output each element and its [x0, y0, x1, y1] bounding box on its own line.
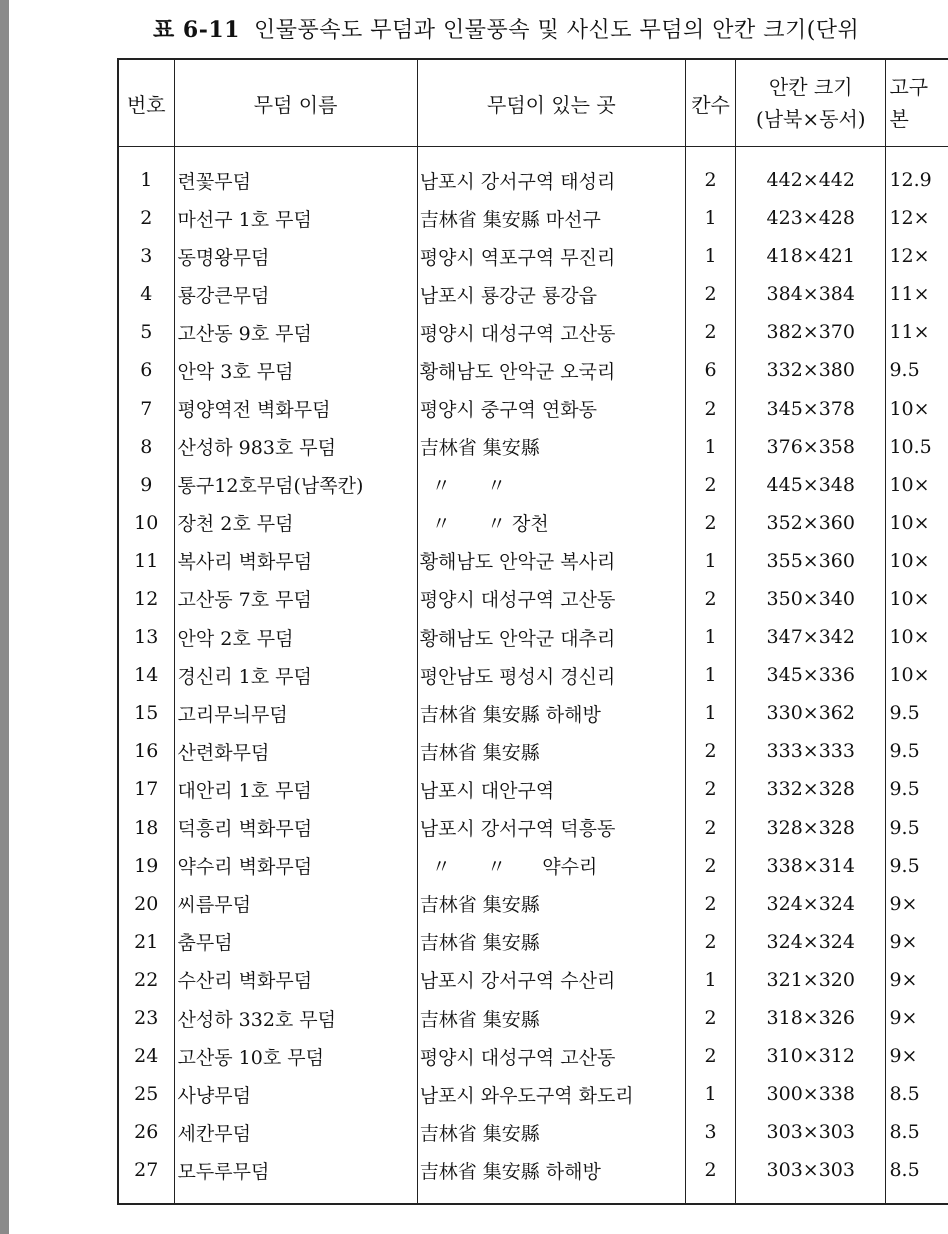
tomb-name: 모두루무덤	[174, 1151, 417, 1204]
header-gf-line2: 본	[889, 107, 909, 131]
row-number: 17	[118, 770, 174, 808]
tomb-name: 통구12호무덤(남쪽칸)	[174, 466, 417, 504]
header-rooms: 칸수	[686, 59, 736, 147]
goguryeo-unit-size: 10.5	[886, 428, 948, 466]
chamber-size: 347×342	[736, 618, 886, 656]
chamber-size: 345×336	[736, 656, 886, 694]
room-count: 1	[686, 961, 736, 999]
tomb-name: 안악 2호 무덤	[174, 618, 417, 656]
chamber-size: 310×312	[736, 1037, 886, 1075]
tomb-location: 황해남도 안악군 복사리	[417, 542, 685, 580]
tomb-location: 〃 〃 약수리	[417, 847, 685, 885]
goguryeo-unit-size: 9.5	[886, 694, 948, 732]
room-count: 1	[686, 428, 736, 466]
table-row	[118, 694, 948, 732]
header-no: 번호	[118, 59, 174, 147]
table-caption	[153, 14, 948, 47]
chamber-size: 442×442	[736, 147, 886, 200]
header-location: 무덤이 있는 곳	[417, 59, 685, 147]
tomb-name: 룡강큰무덤	[174, 275, 417, 313]
chamber-size: 345×378	[736, 389, 886, 427]
tomb-location: 〃 〃 장천	[417, 504, 685, 542]
chamber-size: 350×340	[736, 580, 886, 618]
row-number: 7	[118, 389, 174, 427]
goguryeo-unit-size: 8.5	[886, 1151, 948, 1204]
tomb-location: 남포시 강서구역 태성리	[417, 147, 685, 200]
chamber-size: 352×360	[736, 504, 886, 542]
tomb-location: 吉林省 集安縣 마선구	[417, 199, 685, 237]
tomb-name: 산성하 332호 무덤	[174, 999, 417, 1037]
room-count: 2	[686, 809, 736, 847]
row-number: 26	[118, 1113, 174, 1151]
table-row	[118, 770, 948, 808]
tomb-location: 남포시 대안구역	[417, 770, 685, 808]
goguryeo-unit-size: 9×	[886, 999, 948, 1037]
goguryeo-unit-size: 10×	[886, 580, 948, 618]
table-row	[118, 466, 948, 504]
room-count: 2	[686, 580, 736, 618]
tomb-location: 吉林省 集安縣	[417, 923, 685, 961]
header-size-line2: (남북×동서)	[755, 107, 866, 131]
table-row	[118, 504, 948, 542]
table-row	[118, 618, 948, 656]
row-number: 9	[118, 466, 174, 504]
goguryeo-unit-size: 9×	[886, 923, 948, 961]
tomb-name: 씨름무덤	[174, 885, 417, 923]
row-number: 14	[118, 656, 174, 694]
table-row	[118, 275, 948, 313]
row-number: 18	[118, 809, 174, 847]
tomb-location: 吉林省 集安縣 하해방	[417, 694, 685, 732]
chamber-size: 423×428	[736, 199, 886, 237]
table-row	[118, 885, 948, 923]
goguryeo-unit-size: 9.5	[886, 809, 948, 847]
tomb-location: 평양시 역포구역 무진리	[417, 237, 685, 275]
goguryeo-unit-size: 9.5	[886, 847, 948, 885]
room-count: 2	[686, 732, 736, 770]
chamber-size: 445×348	[736, 466, 886, 504]
chamber-size: 384×384	[736, 275, 886, 313]
tomb-location: 남포시 와우도구역 화도리	[417, 1075, 685, 1113]
room-count: 2	[686, 923, 736, 961]
row-number: 24	[118, 1037, 174, 1075]
chamber-size: 321×320	[736, 961, 886, 999]
goguryeo-unit-size: 12×	[886, 237, 948, 275]
room-count: 6	[686, 351, 736, 389]
tomb-name: 약수리 벽화무덤	[174, 847, 417, 885]
goguryeo-unit-size: 12.9	[886, 147, 948, 200]
tomb-name: 고산동 10호 무덤	[174, 1037, 417, 1075]
table-row	[118, 809, 948, 847]
tomb-name: 산련화무덤	[174, 732, 417, 770]
tomb-name: 장천 2호 무덤	[174, 504, 417, 542]
row-number: 5	[118, 313, 174, 351]
table-row	[118, 428, 948, 466]
tomb-size-table	[117, 58, 948, 1205]
goguryeo-unit-size: 8.5	[886, 1113, 948, 1151]
goguryeo-unit-size: 10×	[886, 389, 948, 427]
table-row	[118, 389, 948, 427]
row-number: 12	[118, 580, 174, 618]
goguryeo-unit-size: 8.5	[886, 1075, 948, 1113]
chamber-size: 382×370	[736, 313, 886, 351]
goguryeo-unit-size: 10×	[886, 504, 948, 542]
goguryeo-unit-size: 10×	[886, 542, 948, 580]
table-row	[118, 656, 948, 694]
tomb-name: 산성하 983호 무덤	[174, 428, 417, 466]
table-row	[118, 313, 948, 351]
tomb-name: 고산동 7호 무덤	[174, 580, 417, 618]
row-number: 10	[118, 504, 174, 542]
goguryeo-unit-size: 11×	[886, 313, 948, 351]
tomb-location: 吉林省 集安縣	[417, 885, 685, 923]
room-count: 2	[686, 275, 736, 313]
tomb-name: 사냥무덤	[174, 1075, 417, 1113]
tomb-location: 평양시 대성구역 고산동	[417, 313, 685, 351]
tomb-location: 남포시 룡강군 룡강읍	[417, 275, 685, 313]
table-row	[118, 351, 948, 389]
table-row	[118, 147, 948, 200]
table-header-row	[118, 59, 948, 147]
table-body	[118, 147, 948, 1205]
tomb-name: 평양역전 벽화무덤	[174, 389, 417, 427]
tomb-name: 세칸무덤	[174, 1113, 417, 1151]
table-row	[118, 237, 948, 275]
row-number: 3	[118, 237, 174, 275]
table-row	[118, 1113, 948, 1151]
tomb-name: 수산리 벽화무덤	[174, 961, 417, 999]
chamber-size: 376×358	[736, 428, 886, 466]
goguryeo-unit-size: 9×	[886, 961, 948, 999]
tomb-location: 남포시 강서구역 덕흥동	[417, 809, 685, 847]
row-number: 23	[118, 999, 174, 1037]
table-row	[118, 580, 948, 618]
tomb-name: 경신리 1호 무덤	[174, 656, 417, 694]
table-title: 인물풍속도 무덤과 인물풍속 및 사신도 무덤의 안칸 크기(단위	[253, 18, 860, 43]
tomb-location: 황해남도 안악군 대추리	[417, 618, 685, 656]
room-count: 2	[686, 504, 736, 542]
row-number: 15	[118, 694, 174, 732]
chamber-size: 355×360	[736, 542, 886, 580]
goguryeo-unit-size: 11×	[886, 275, 948, 313]
tomb-name: 마선구 1호 무덤	[174, 199, 417, 237]
tomb-location: 吉林省 集安縣	[417, 1113, 685, 1151]
goguryeo-unit-size: 10×	[886, 466, 948, 504]
scan-edge-strip	[0, 0, 9, 1234]
tomb-name: 대안리 1호 무덤	[174, 770, 417, 808]
chamber-size: 333×333	[736, 732, 886, 770]
tomb-location: 吉林省 集安縣	[417, 999, 685, 1037]
row-number: 2	[118, 199, 174, 237]
tomb-location: 평양시 대성구역 고산동	[417, 580, 685, 618]
row-number: 13	[118, 618, 174, 656]
table-row	[118, 1075, 948, 1113]
tomb-location: 吉林省 集安縣	[417, 428, 685, 466]
tomb-location: 평양시 중구역 연화동	[417, 389, 685, 427]
tomb-name: 복사리 벽화무덤	[174, 542, 417, 580]
goguryeo-unit-size: 9.5	[886, 351, 948, 389]
table-row	[118, 923, 948, 961]
chamber-size: 324×324	[736, 885, 886, 923]
tomb-location: 吉林省 集安縣	[417, 732, 685, 770]
room-count: 2	[686, 999, 736, 1037]
room-count: 2	[686, 1151, 736, 1204]
room-count: 2	[686, 466, 736, 504]
table-row	[118, 542, 948, 580]
goguryeo-unit-size: 9.5	[886, 770, 948, 808]
room-count: 2	[686, 389, 736, 427]
room-count: 3	[686, 1113, 736, 1151]
goguryeo-unit-size: 9×	[886, 885, 948, 923]
room-count: 2	[686, 147, 736, 200]
chamber-size: 332×380	[736, 351, 886, 389]
header-goguryeo-unit	[886, 59, 948, 147]
row-number: 11	[118, 542, 174, 580]
room-count: 1	[686, 199, 736, 237]
table-row	[118, 732, 948, 770]
header-gf-line1: 고구	[889, 75, 929, 99]
goguryeo-unit-size: 9.5	[886, 732, 948, 770]
table-number: 표 6-11	[153, 17, 240, 43]
row-number: 20	[118, 885, 174, 923]
tomb-name: 고리무늬무덤	[174, 694, 417, 732]
goguryeo-unit-size: 10×	[886, 656, 948, 694]
chamber-size: 324×324	[736, 923, 886, 961]
room-count: 1	[686, 618, 736, 656]
row-number: 16	[118, 732, 174, 770]
row-number: 4	[118, 275, 174, 313]
row-number: 19	[118, 847, 174, 885]
row-number: 27	[118, 1151, 174, 1204]
tomb-location: 남포시 강서구역 수산리	[417, 961, 685, 999]
goguryeo-unit-size: 10×	[886, 618, 948, 656]
tomb-location: 吉林省 集安縣 하해방	[417, 1151, 685, 1204]
tomb-name: 춤무덤	[174, 923, 417, 961]
table-row	[118, 847, 948, 885]
goguryeo-unit-size: 12×	[886, 199, 948, 237]
tomb-name: 안악 3호 무덤	[174, 351, 417, 389]
row-number: 25	[118, 1075, 174, 1113]
table-row	[118, 1151, 948, 1204]
table-row	[118, 1037, 948, 1075]
room-count: 2	[686, 847, 736, 885]
tomb-name: 련꽃무덤	[174, 147, 417, 200]
room-count: 1	[686, 1075, 736, 1113]
chamber-size: 328×328	[736, 809, 886, 847]
room-count: 2	[686, 885, 736, 923]
row-number: 8	[118, 428, 174, 466]
row-number: 1	[118, 147, 174, 200]
chamber-size: 318×326	[736, 999, 886, 1037]
chamber-size: 330×362	[736, 694, 886, 732]
chamber-size: 418×421	[736, 237, 886, 275]
row-number: 6	[118, 351, 174, 389]
row-number: 22	[118, 961, 174, 999]
room-count: 2	[686, 1037, 736, 1075]
room-count: 1	[686, 656, 736, 694]
table-row	[118, 199, 948, 237]
chamber-size: 303×303	[736, 1151, 886, 1204]
chamber-size: 303×303	[736, 1113, 886, 1151]
tomb-location: 평안남도 평성시 경신리	[417, 656, 685, 694]
header-size-line1: 안칸 크기	[768, 75, 853, 99]
header-size	[736, 59, 886, 147]
row-number: 21	[118, 923, 174, 961]
tomb-location: 평양시 대성구역 고산동	[417, 1037, 685, 1075]
room-count: 1	[686, 542, 736, 580]
header-name: 무덤 이름	[174, 59, 417, 147]
room-count: 2	[686, 313, 736, 351]
room-count: 1	[686, 237, 736, 275]
tomb-location: 황해남도 안악군 오국리	[417, 351, 685, 389]
tomb-location: 〃 〃	[417, 466, 685, 504]
tomb-name: 동명왕무덤	[174, 237, 417, 275]
room-count: 1	[686, 694, 736, 732]
tomb-name: 덕흥리 벽화무덤	[174, 809, 417, 847]
goguryeo-unit-size: 9×	[886, 1037, 948, 1075]
table-row	[118, 961, 948, 999]
chamber-size: 332×328	[736, 770, 886, 808]
room-count: 2	[686, 770, 736, 808]
table-row	[118, 999, 948, 1037]
chamber-size: 338×314	[736, 847, 886, 885]
chamber-size: 300×338	[736, 1075, 886, 1113]
tomb-name: 고산동 9호 무덤	[174, 313, 417, 351]
